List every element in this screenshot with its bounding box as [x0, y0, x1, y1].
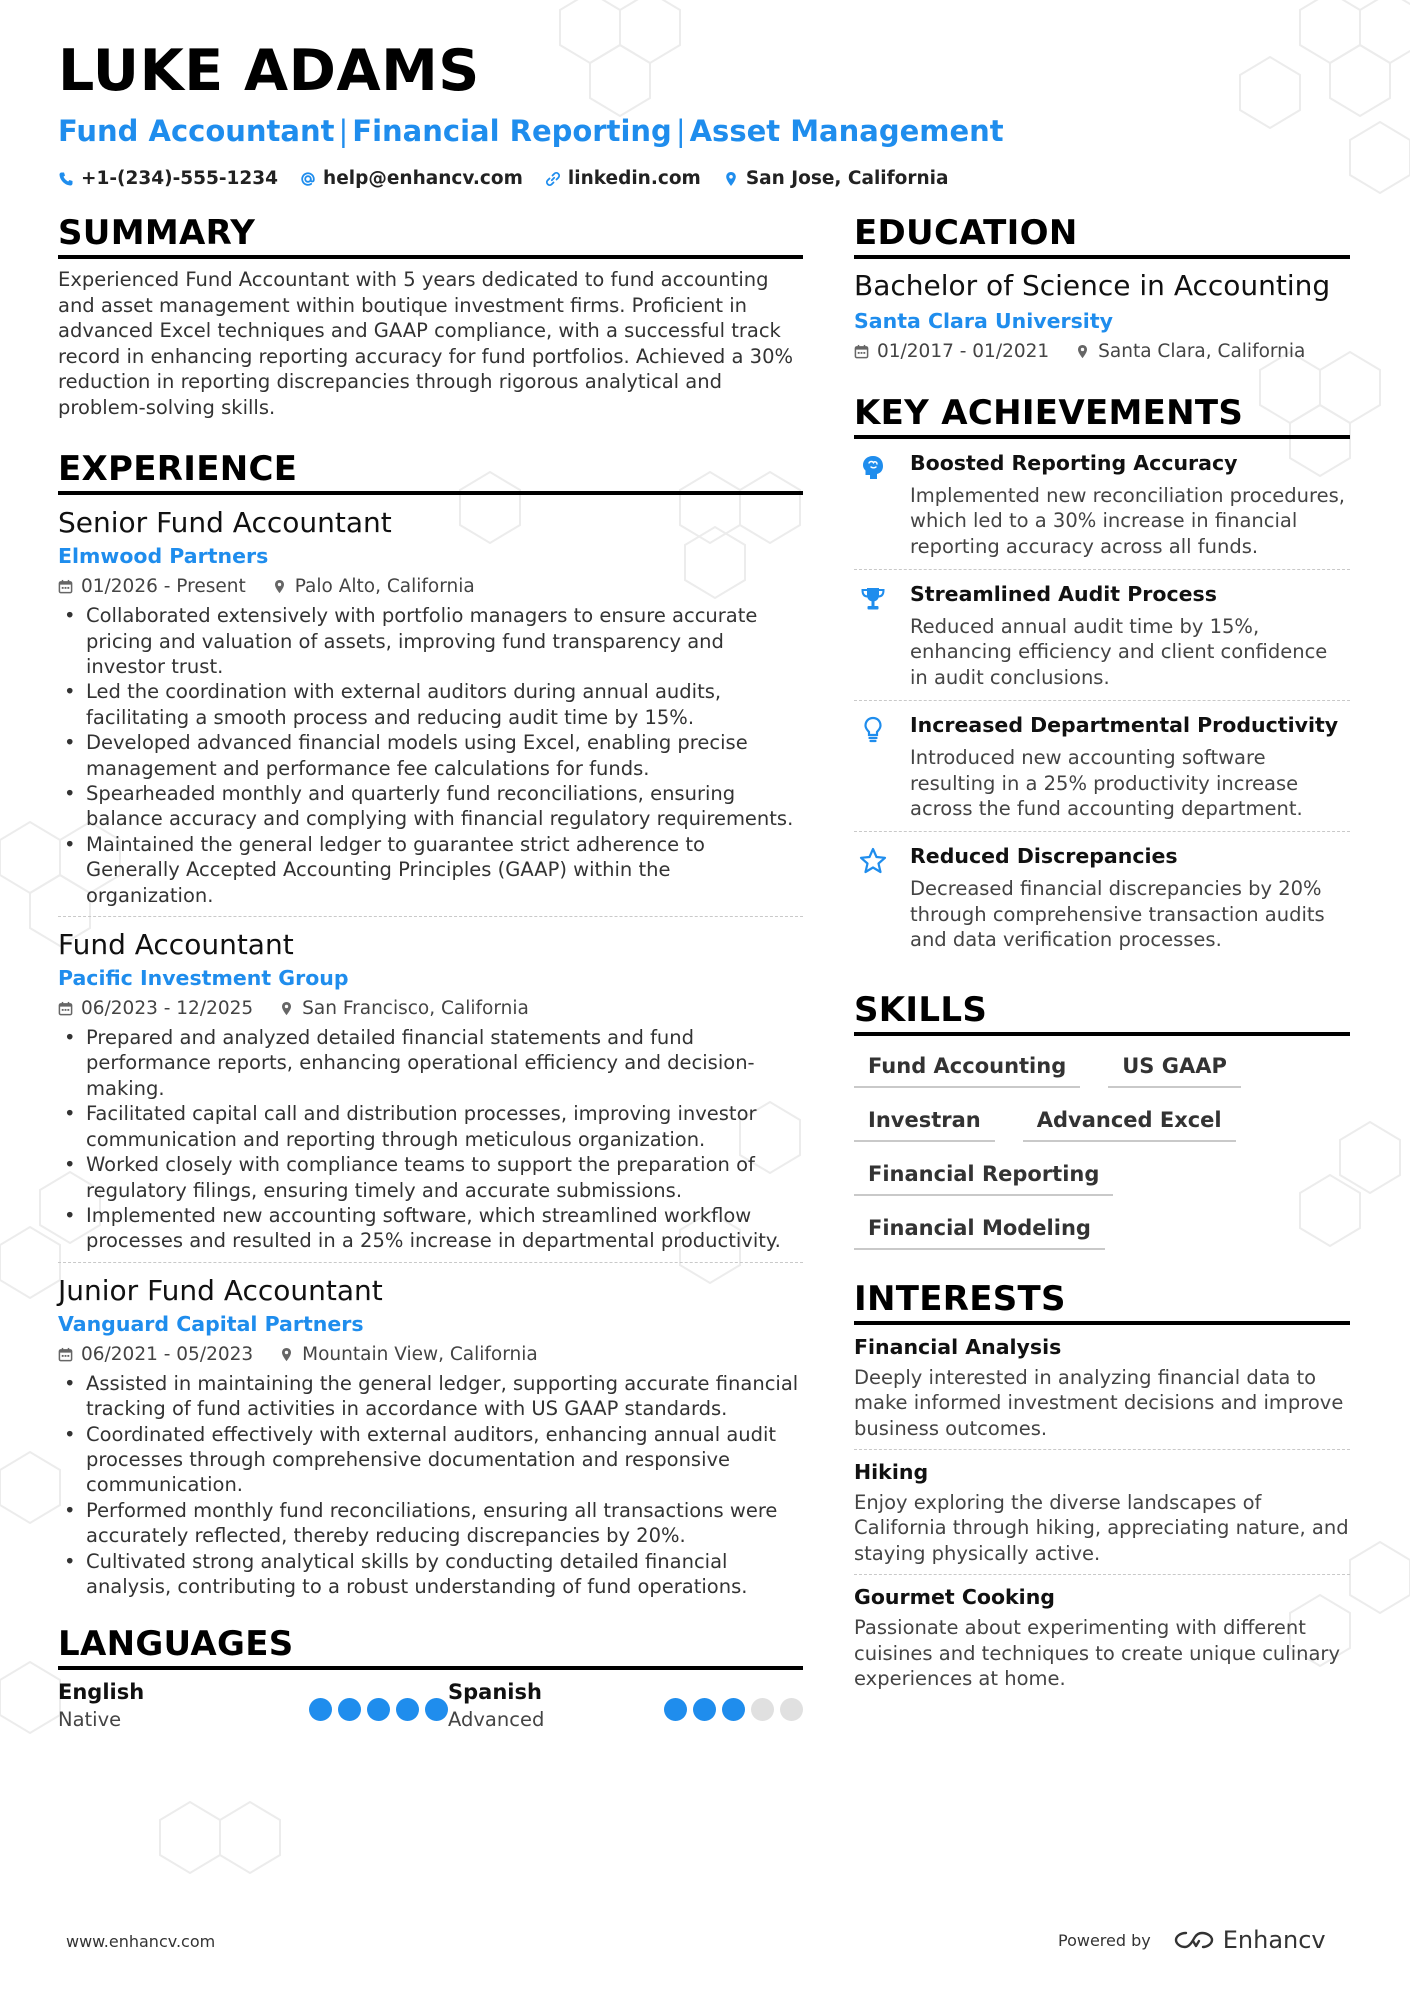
headline-part-1: Fund Accountant [58, 114, 335, 148]
job-bullets [58, 603, 803, 908]
brain-icon-svg [858, 453, 888, 483]
skill-tag: Fund Accounting [854, 1048, 1080, 1088]
interest-item [854, 1575, 1350, 1699]
education-school: Santa Clara University [854, 308, 1113, 333]
job-location [279, 998, 529, 1019]
interest-item [854, 1325, 1350, 1450]
job-location-text: San Francisco, California [302, 998, 529, 1020]
headline [58, 114, 1004, 148]
trophy-icon [854, 582, 892, 690]
language-rating [664, 1698, 803, 1721]
enhancv-logo[interactable] [1173, 1926, 1326, 1954]
language-level: Native [58, 1708, 122, 1732]
rating-dot-filled [367, 1698, 390, 1721]
job-bullet: • Developed advanced financial models using Excel, enabling precise management and performance fee calculations for funds. [58, 730, 803, 781]
job-location [279, 1344, 538, 1365]
job-bullet: • Led the coordination with external auditors during annual audits, facilitating a smooth process and reducing audit time by 15%. [58, 679, 803, 730]
rating-dot-empty [780, 1698, 803, 1721]
rating-dot-filled [722, 1698, 745, 1721]
job-bullet: • Worked closely with compliance teams to support the preparation of regulatory filings, ensuring timely and accurate submissions. [58, 1152, 803, 1203]
job-bullet: • Collaborated extensively with portfolio managers to ensure accurate pricing and valuation of assets, improving fund transparency and investor trust. [58, 603, 803, 679]
map-pin-icon [1075, 344, 1090, 359]
job-company: Vanguard Capital Partners [58, 1311, 364, 1336]
achievement-title: Boosted Reporting Accuracy [910, 450, 1238, 475]
link-icon [545, 171, 561, 187]
footer-branding [1058, 1926, 1326, 1954]
language-item [448, 1680, 803, 1731]
map-pin-icon [272, 579, 287, 594]
contact-location [723, 168, 949, 189]
job-dates [58, 576, 246, 597]
job-location-text: Palo Alto, California [294, 576, 475, 598]
language-rating [309, 1698, 448, 1721]
achievements-heading: KEY ACHIEVEMENTS [854, 394, 1350, 439]
calendar-icon [58, 1001, 73, 1016]
skill-tag: US GAAP [1108, 1048, 1241, 1088]
job-bullet: • Facilitated capital call and distribution processes, improving investor communication and reporting through meticulous organization. [58, 1101, 803, 1152]
interests-list [854, 1325, 1350, 1700]
achievement-title: Streamlined Audit Process [910, 582, 1217, 606]
skill-tag: Financial Reporting [854, 1156, 1113, 1196]
summary-text: Experienced Fund Accountant with 5 years dedicated to fund accounting and asset management within boutique investment firms. Proficient in advanced Excel techniques and GAAP compliance, with a successful track record in enhancing reporting accuracy for fund portfolios. Achieved a 30% reduction in reporting discrepancies through rigorous analytical and problem-solving skills. [58, 268, 794, 419]
experience-heading: EXPERIENCE [58, 450, 803, 495]
job-entry [58, 505, 803, 917]
rating-dot-filled [664, 1698, 687, 1721]
calendar-icon [58, 1347, 73, 1362]
rating-dot-filled [309, 1698, 332, 1721]
enhancv-logo-icon [1173, 1929, 1215, 1951]
headline-separator: | [338, 114, 349, 148]
achievement-desc: Reduced annual audit time by 15%, enhancing efficiency and client confidence in audit conclusions. [910, 615, 1328, 689]
interest-desc: Enjoy exploring the diverse landscapes of California through hiking, appreciating nature, and staying physically active. [854, 1491, 1349, 1565]
language-item [58, 1680, 448, 1731]
achievement-item [854, 570, 1350, 701]
education-dates [854, 341, 1049, 362]
education-dates-text: 01/2017 - 01/2021 [877, 340, 1050, 362]
interest-title: Gourmet Cooking [854, 1585, 1055, 1610]
achievement-item [854, 832, 1350, 962]
job-location-text: Mountain View, California [302, 1343, 538, 1365]
rating-dot-filled [396, 1698, 419, 1721]
calendar-icon [58, 579, 73, 594]
job-entry [58, 927, 803, 1263]
map-pin-icon [279, 1001, 294, 1016]
headline-part-3: Asset Management [689, 114, 1004, 148]
job-dates-text: 06/2021 - 05/2023 [81, 1343, 254, 1365]
job-title: Fund Accountant [58, 928, 294, 962]
job-bullet: • Prepared and analyzed detailed financial statements and fund performance reports, enhancing operational efficiency and decision-making. [58, 1025, 803, 1101]
skill-tag: Financial Modeling [854, 1210, 1105, 1250]
skills-list [854, 1048, 1350, 1250]
job-bullets [58, 1371, 803, 1600]
job-company: Pacific Investment Group [58, 966, 349, 991]
job-dates-text: 06/2023 - 12/2025 [81, 998, 254, 1020]
trophy-icon-svg [858, 584, 888, 614]
job-bullets [58, 1025, 803, 1254]
job-title: Junior Fund Accountant [58, 1273, 383, 1307]
skills-heading: SKILLS [854, 991, 1350, 1036]
phone-icon [58, 171, 74, 187]
left-column [58, 214, 803, 1731]
languages-list [58, 1680, 803, 1731]
job-bullet: • Cultivated strong analytical skills by conducting detailed financial analysis, contributing to a robust understanding of fund operations. [58, 1549, 803, 1600]
education-heading: EDUCATION [854, 214, 1350, 259]
job-bullet: • Performed monthly fund reconciliations, ensuring all transactions were accurately reflected, thereby reducing discrepancies by 20%. [58, 1498, 803, 1549]
job-dates-text: 01/2026 - Present [81, 576, 246, 598]
rating-dot-filled [425, 1698, 448, 1721]
achievement-title: Reduced Discrepancies [910, 844, 1178, 869]
job-meta [58, 998, 803, 1019]
linkedin-text: linkedin.com [567, 168, 701, 189]
language-name: Spanish [448, 1680, 542, 1705]
achievement-item [854, 701, 1350, 832]
lightbulb-icon-svg [858, 715, 888, 745]
star-icon [854, 844, 892, 952]
education-degree: Bachelor of Science in Accounting [854, 269, 1331, 303]
right-column [854, 214, 1350, 1700]
brain-icon [854, 451, 892, 559]
job-divider [58, 916, 803, 917]
rating-dot-filled [338, 1698, 361, 1721]
email-text: help@enhancv.com [323, 168, 523, 189]
job-dates [58, 1344, 253, 1365]
education-meta [854, 341, 1350, 362]
job-divider [58, 1262, 803, 1263]
job-bullet: • Coordinated effectively with external auditors, enhancing annual audit processes through comprehensive documentation and responsive communication. [58, 1422, 803, 1498]
headline-part-2: Financial Reporting [352, 114, 672, 148]
interest-title: Financial Analysis [854, 1334, 1062, 1359]
job-bullet: • Maintained the general ledger to guarantee strict adherence to Generally Accepted Accounting Principles (GAAP) within the organization. [58, 832, 803, 908]
job-meta [58, 1344, 803, 1365]
education-location [1075, 341, 1305, 362]
contact-phone[interactable] [58, 168, 278, 189]
footer-website-link[interactable]: www.enhancv.com [66, 1932, 216, 1951]
job-company: Elmwood Partners [58, 544, 269, 569]
job-bullet: • Spearheaded monthly and quarterly fund reconciliations, ensuring balance accuracy and complying with financial regulatory requirements. [58, 781, 803, 832]
job-title: Senior Fund Accountant [58, 506, 392, 540]
job-dates [58, 998, 253, 1019]
job-entry [58, 1273, 803, 1600]
achievement-desc: Implemented new reconciliation procedures, which led to a 30% increase in financial reporting accuracy across all funds. [910, 483, 1345, 558]
powered-by-label: Powered by [1058, 1930, 1151, 1950]
rating-dot-empty [751, 1698, 774, 1721]
rating-dot-filled [693, 1698, 716, 1721]
calendar-icon [854, 344, 869, 359]
language-name: English [58, 1680, 145, 1705]
achievement-item [854, 439, 1350, 570]
map-pin-icon [723, 171, 739, 187]
interest-title: Hiking [854, 1460, 929, 1485]
achievements-list [854, 439, 1350, 963]
education-location-text: Santa Clara, California [1098, 340, 1306, 362]
skill-tag: Advanced Excel [1023, 1102, 1236, 1142]
lightbulb-icon [854, 713, 892, 821]
interest-desc: Deeply interested in analyzing financial data to make informed investment decisions and improve business outcomes. [854, 1365, 1344, 1440]
interests-heading: INTERESTS [854, 1280, 1350, 1325]
contact-linkedin[interactable] [545, 168, 701, 189]
headline-separator: | [675, 114, 686, 148]
achievement-title: Increased Departmental Productivity [910, 713, 1339, 738]
job-bullet: • Assisted in maintaining the general ledger, supporting accurate financial tracking of fund activities in accordance with US GAAP standards. [58, 1371, 803, 1422]
achievement-desc: Decreased financial discrepancies by 20% through comprehensive transaction audits and data verification processes. [910, 877, 1325, 952]
phone-text: +1-(234)-555-1234 [81, 168, 279, 189]
languages-heading: LANGUAGES [58, 1625, 803, 1670]
job-bullet: • Implemented new accounting software, which streamlined workflow processes and resulted in a 25% increase in departmental productivity. [58, 1203, 803, 1254]
summary-heading: SUMMARY [58, 214, 803, 259]
map-pin-icon [279, 1347, 294, 1362]
enhancv-logo-text: Enhancv [1222, 1926, 1326, 1954]
at-sign-icon [300, 171, 316, 187]
achievement-desc: Introduced new accounting software resulting in a 25% productivity increase across the fund accounting department. [910, 746, 1303, 821]
contact-bar [58, 168, 949, 189]
candidate-name: LUKE ADAMS [58, 38, 480, 104]
language-level: Advanced [448, 1708, 545, 1732]
job-meta [58, 576, 803, 597]
contact-email[interactable] [300, 168, 523, 189]
skill-tag: Investran [854, 1102, 995, 1142]
interest-desc: Passionate about experimenting with different cuisines and techniques to create unique culinary experiences at home. [854, 1616, 1340, 1691]
location-text: San Jose, California [745, 168, 949, 189]
star-icon-svg [858, 846, 888, 876]
interest-item [854, 1450, 1350, 1575]
job-location [272, 576, 475, 597]
